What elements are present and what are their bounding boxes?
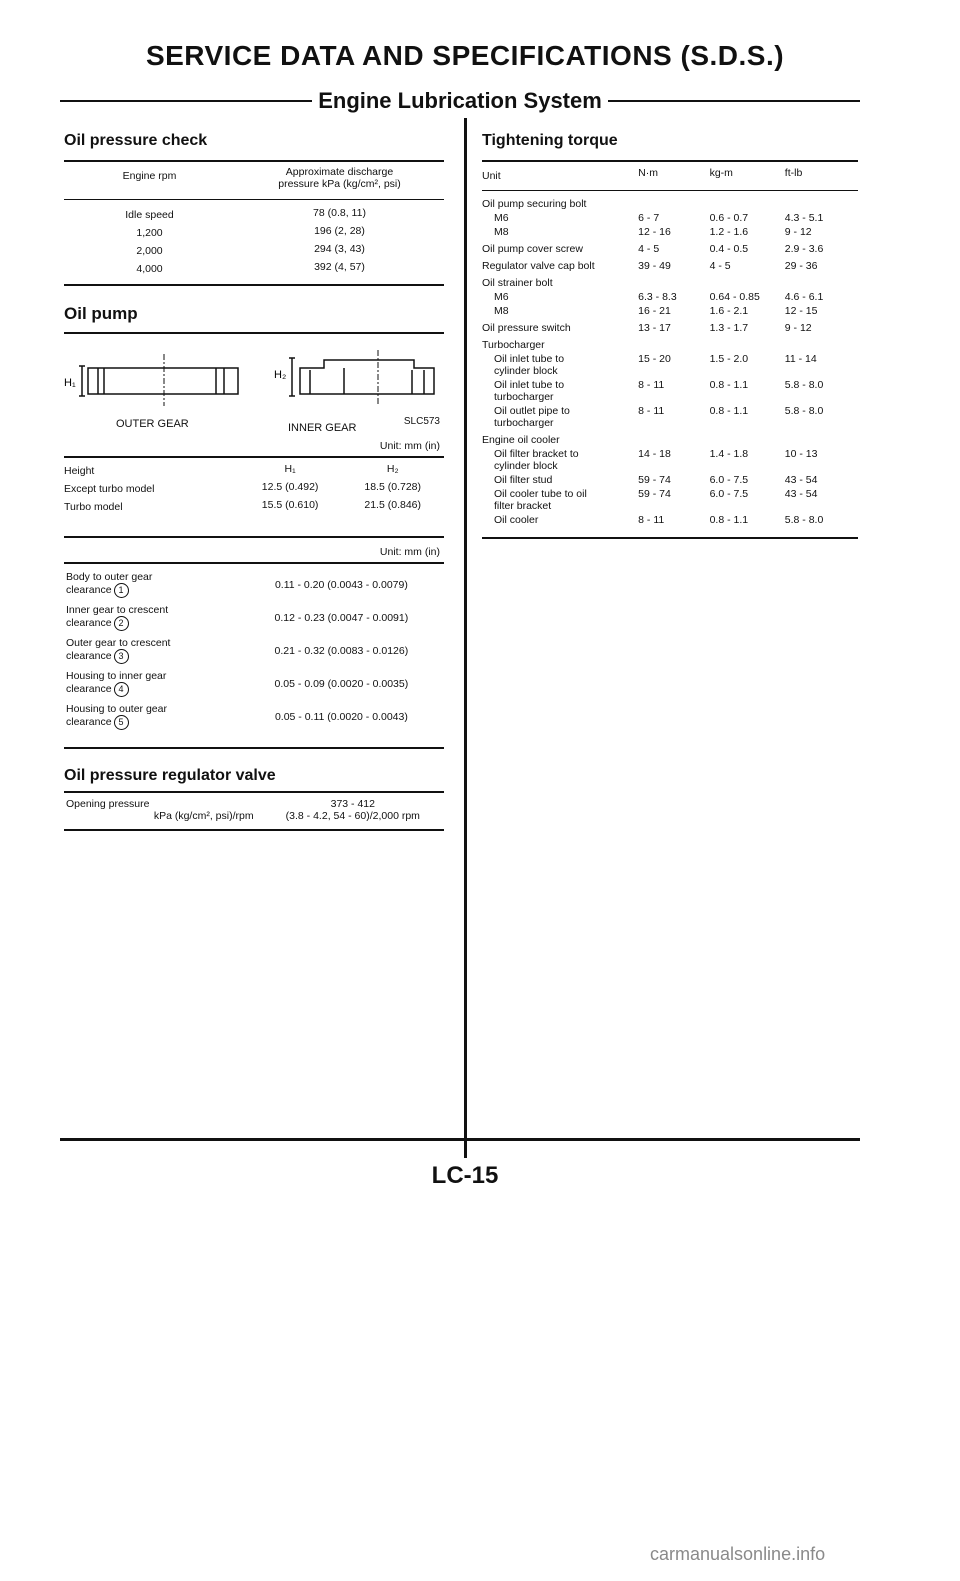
torque-ftlb-cell: 5.8 - 8.0 bbox=[784, 379, 824, 391]
clearance-label bbox=[64, 667, 239, 700]
torque-item-label bbox=[482, 473, 636, 487]
torque-table bbox=[482, 197, 858, 527]
torque-item-label bbox=[482, 352, 636, 378]
torque-kgm-cell: 0.8 - 1.1 bbox=[709, 379, 749, 391]
rule bbox=[64, 829, 444, 831]
rule bbox=[64, 284, 444, 286]
torque-item-label bbox=[482, 447, 636, 473]
torque-kgm-cell: 0.8 - 1.1 bbox=[709, 514, 749, 526]
torque-nm-cell bbox=[636, 273, 707, 290]
rule bbox=[64, 456, 444, 458]
torque-heading: Tightening torque bbox=[482, 132, 618, 149]
torque-kgm-cell: 0.4 - 0.5 bbox=[709, 243, 749, 255]
torque-kgm-cell: 6.0 - 7.5 bbox=[709, 474, 749, 486]
table-row bbox=[482, 447, 858, 473]
col-pressure-line1: Approximate discharge bbox=[285, 166, 394, 178]
torque-header bbox=[482, 166, 858, 190]
col-nm: N·m bbox=[638, 167, 658, 179]
oil-pressure-table bbox=[64, 162, 444, 191]
col-engine-rpm: Engine rpm bbox=[122, 170, 177, 182]
regulator-label bbox=[64, 797, 262, 823]
table-row bbox=[64, 634, 444, 667]
rule bbox=[482, 160, 858, 162]
torque-item-label bbox=[482, 378, 636, 404]
rpm-cell: 4,000 bbox=[136, 263, 163, 275]
torque-item-label-line1: Oil filter stud bbox=[494, 474, 553, 486]
table-row bbox=[482, 335, 858, 352]
torque-kgm-cell: 0.6 - 0.7 bbox=[709, 212, 749, 224]
clearance-label-line2: clearance bbox=[66, 716, 112, 728]
figure-code: SLC573 bbox=[403, 416, 440, 427]
table-row bbox=[482, 513, 858, 527]
figure-captions bbox=[64, 418, 444, 438]
torque-nm-cell: 12 - 16 bbox=[638, 226, 671, 238]
torque-nm-cell bbox=[636, 335, 707, 352]
rpm-cell: Idle speed bbox=[125, 209, 174, 221]
torque-ftlb-cell: 43 - 54 bbox=[784, 474, 818, 486]
torque-item-label-line1: M6 bbox=[494, 212, 509, 224]
col-ftlb: ft-lb bbox=[784, 167, 803, 179]
rpm-cell: 1,200 bbox=[136, 227, 163, 239]
banner-rule-right bbox=[608, 100, 860, 102]
h1-cell: 15.5 (0.610) bbox=[261, 499, 319, 511]
torque-item-label bbox=[482, 513, 636, 527]
circled-number: 5 bbox=[114, 715, 129, 730]
pressure-cell: 196 (2, 28) bbox=[314, 225, 365, 237]
torque-item-label-line1: M6 bbox=[494, 291, 509, 303]
torque-item-label bbox=[482, 211, 636, 225]
circled-number: 1 bbox=[114, 583, 129, 598]
torque-item-label bbox=[482, 256, 636, 273]
regulator-value-line2: (3.8 - 4.2, 54 - 60)/2,000 rpm bbox=[285, 810, 420, 822]
regulator-table bbox=[64, 797, 444, 823]
clearance-table bbox=[64, 568, 444, 733]
pressure-cell: 294 (3, 43) bbox=[314, 243, 365, 255]
torque-item-label-line1: Turbocharger bbox=[482, 339, 545, 351]
clearance-label-line2: clearance bbox=[66, 650, 112, 662]
table-row bbox=[64, 667, 444, 700]
torque-item-label-line1: M8 bbox=[494, 305, 509, 317]
clearance-label-line1: Body to outer gear bbox=[66, 571, 153, 583]
oil-pressure-check-heading: Oil pressure check bbox=[64, 132, 208, 149]
unit-label: Unit: mm (in) bbox=[379, 546, 440, 558]
table-row bbox=[482, 197, 858, 211]
rule bbox=[64, 791, 444, 793]
torque-ftlb-cell bbox=[783, 197, 858, 211]
page-title: SERVICE DATA AND SPECIFICATIONS (S.D.S.) bbox=[145, 40, 785, 71]
torque-kgm-cell bbox=[708, 430, 783, 447]
torque-kgm-cell bbox=[708, 197, 783, 211]
torque-item-label-line1: Oil cooler bbox=[494, 514, 539, 526]
torque-item-label bbox=[482, 273, 636, 290]
torque-kgm-cell: 6.0 - 7.5 bbox=[709, 488, 749, 500]
torque-item-label-line1: Oil strainer bolt bbox=[482, 277, 553, 289]
table-row bbox=[482, 256, 858, 273]
torque-ftlb-cell: 5.8 - 8.0 bbox=[784, 405, 824, 417]
torque-ftlb-cell: 11 - 14 bbox=[784, 353, 817, 365]
col-pressure-line2: pressure kPa (kg/cm², psi) bbox=[278, 178, 401, 190]
h2-cell: 18.5 (0.728) bbox=[364, 481, 421, 493]
torque-ftlb-cell: 9 - 12 bbox=[784, 226, 812, 238]
regulator-value bbox=[262, 797, 444, 823]
clearance-label bbox=[64, 634, 239, 667]
col-height: Height bbox=[64, 465, 95, 477]
regulator-label-line2: kPa (kg/cm², psi)/rpm bbox=[153, 810, 254, 822]
torque-item-label-line1: Oil inlet tube to bbox=[494, 379, 565, 391]
table-row bbox=[64, 224, 444, 242]
h1-cell: 12.5 (0.492) bbox=[261, 481, 319, 493]
clearance-value: 0.11 - 0.20 (0.0043 - 0.0079) bbox=[274, 578, 408, 591]
torque-nm-cell: 13 - 17 bbox=[638, 322, 671, 334]
table-row bbox=[64, 700, 444, 733]
torque-ftlb-cell: 43 - 54 bbox=[784, 488, 818, 500]
torque-nm-cell: 8 - 11 bbox=[638, 514, 665, 526]
table-row bbox=[482, 318, 858, 335]
torque-kgm-cell bbox=[708, 273, 783, 290]
left-column bbox=[64, 132, 444, 831]
torque-item-label-line1: Oil pressure switch bbox=[482, 322, 571, 334]
right-column bbox=[482, 132, 858, 539]
torque-item-label-line1: Oil pump cover screw bbox=[482, 243, 583, 255]
torque-item-label-line1: Oil outlet pipe to bbox=[494, 405, 570, 417]
section-banner bbox=[60, 84, 860, 118]
oil-pump-heading: Oil pump bbox=[64, 304, 138, 323]
rule bbox=[64, 332, 444, 334]
torque-ftlb-cell: 4.6 - 6.1 bbox=[784, 291, 824, 303]
clearance-value: 0.05 - 0.11 (0.0020 - 0.0043) bbox=[274, 710, 408, 723]
page-number: LC-15 bbox=[431, 1162, 499, 1189]
clearance-label-line1: Housing to inner gear bbox=[66, 670, 167, 682]
torque-item-label-line1: Regulator valve cap bolt bbox=[482, 260, 595, 272]
h1-label: H₁ bbox=[64, 377, 76, 389]
table-row bbox=[482, 378, 858, 404]
torque-ftlb-cell: 29 - 36 bbox=[784, 260, 818, 272]
gear-figure bbox=[64, 348, 444, 418]
col-unit: Unit bbox=[482, 170, 501, 182]
torque-nm-cell: 14 - 18 bbox=[638, 448, 671, 460]
regulator-heading: Oil pressure regulator valve bbox=[64, 767, 276, 784]
circled-number: 4 bbox=[114, 682, 129, 697]
torque-item-label-line1: M8 bbox=[494, 226, 509, 238]
table-row bbox=[64, 797, 444, 823]
torque-ftlb-cell: 2.9 - 3.6 bbox=[784, 243, 824, 255]
torque-ftlb-cell: 10 - 13 bbox=[784, 448, 818, 460]
torque-ftlb-cell: 9 - 12 bbox=[784, 322, 812, 334]
table-row bbox=[482, 290, 858, 304]
table-row bbox=[482, 487, 858, 513]
torque-nm-cell bbox=[636, 430, 707, 447]
table-header-row bbox=[64, 462, 444, 480]
torque-nm-cell: 4 - 5 bbox=[638, 243, 660, 255]
rule bbox=[64, 562, 444, 564]
torque-nm-cell bbox=[636, 197, 707, 211]
col-h1: H₁ bbox=[284, 463, 296, 475]
table-row bbox=[64, 601, 444, 634]
clearance-label-line2: clearance bbox=[66, 584, 112, 596]
torque-nm-cell: 16 - 21 bbox=[638, 305, 671, 317]
clearance-label bbox=[64, 700, 239, 733]
inner-gear-caption: INNER GEAR bbox=[288, 422, 357, 434]
torque-kgm-cell bbox=[708, 335, 783, 352]
table-header-row bbox=[482, 166, 858, 190]
torque-item-label bbox=[482, 225, 636, 239]
table-row bbox=[64, 498, 444, 516]
clearance-label bbox=[64, 601, 239, 634]
torque-ftlb-cell bbox=[783, 335, 858, 352]
torque-ftlb-cell bbox=[783, 430, 858, 447]
torque-kgm-cell: 0.64 - 0.85 bbox=[709, 291, 760, 303]
torque-item-label-line1: Oil cooler tube to oil bbox=[494, 488, 587, 500]
table-row bbox=[64, 206, 444, 224]
torque-kgm-cell: 1.3 - 1.7 bbox=[709, 322, 749, 334]
table-row bbox=[482, 211, 858, 225]
table-row bbox=[482, 304, 858, 318]
torque-ftlb-cell: 5.8 - 8.0 bbox=[784, 514, 824, 526]
clearance-value: 0.21 - 0.32 (0.0083 - 0.0126) bbox=[274, 644, 409, 657]
torque-item-label bbox=[482, 335, 636, 352]
torque-nm-cell: 6.3 - 8.3 bbox=[638, 291, 677, 303]
col-h2: H₂ bbox=[386, 463, 399, 475]
inner-gear-diagram bbox=[274, 348, 444, 408]
table-header-row bbox=[64, 162, 444, 191]
banner-rule-left bbox=[60, 100, 312, 102]
table-row bbox=[64, 568, 444, 601]
regulator-label-line1: Opening pressure bbox=[66, 798, 150, 810]
torque-item-label-line2: turbocharger bbox=[494, 391, 554, 403]
torque-item-label bbox=[482, 487, 636, 513]
column-divider bbox=[464, 118, 467, 1158]
torque-ftlb-cell: 12 - 15 bbox=[784, 305, 818, 317]
rpm-cell: 2,000 bbox=[136, 245, 163, 257]
torque-item-label-line1: Oil pump securing bolt bbox=[482, 198, 587, 210]
oil-pressure-rows bbox=[64, 206, 444, 278]
rule bbox=[482, 537, 858, 539]
torque-kgm-cell: 1.5 - 2.0 bbox=[709, 353, 749, 365]
torque-nm-cell: 8 - 11 bbox=[638, 405, 665, 417]
pressure-cell: 78 (0.8, 11) bbox=[313, 207, 366, 219]
torque-item-label-line2: cylinder block bbox=[494, 365, 558, 377]
torque-kgm-cell: 1.2 - 1.6 bbox=[709, 226, 749, 238]
torque-item-label-line2: turbocharger bbox=[494, 417, 554, 429]
torque-item-label-line2: filter bracket bbox=[494, 500, 552, 512]
torque-item-label-line2: cylinder block bbox=[494, 460, 558, 472]
torque-nm-cell: 6 - 7 bbox=[638, 212, 660, 224]
clearance-label-line1: Inner gear to crescent bbox=[66, 604, 169, 616]
torque-item-label bbox=[482, 404, 636, 430]
torque-item-label-line1: Oil filter bracket to bbox=[494, 448, 579, 460]
table-row bbox=[482, 239, 858, 256]
gear-height-table bbox=[64, 462, 444, 516]
torque-nm-cell: 59 - 74 bbox=[638, 474, 671, 486]
rule bbox=[64, 747, 444, 749]
table-row bbox=[482, 430, 858, 447]
row-label: Turbo model bbox=[64, 501, 123, 513]
torque-kgm-cell: 1.4 - 1.8 bbox=[709, 448, 749, 460]
table-row bbox=[482, 404, 858, 430]
circled-number: 3 bbox=[114, 649, 129, 664]
regulator-value-line1: 373 - 412 bbox=[330, 798, 375, 810]
outer-gear-diagram bbox=[64, 348, 244, 408]
table-row bbox=[482, 273, 858, 290]
clearance-value: 0.05 - 0.09 (0.0020 - 0.0035) bbox=[274, 677, 409, 690]
col-kgm: kg-m bbox=[709, 167, 733, 179]
torque-item-label-line1: Engine oil cooler bbox=[482, 434, 560, 446]
clearance-label-line2: clearance bbox=[66, 617, 112, 629]
table-row bbox=[482, 352, 858, 378]
torque-ftlb-cell: 4.3 - 5.1 bbox=[784, 212, 824, 224]
torque-kgm-cell: 1.6 - 2.1 bbox=[709, 305, 749, 317]
torque-nm-cell: 59 - 74 bbox=[638, 488, 671, 500]
torque-item-label bbox=[482, 197, 636, 211]
clearance-value: 0.12 - 0.23 (0.0047 - 0.0091) bbox=[274, 611, 409, 624]
table-row bbox=[64, 260, 444, 278]
torque-nm-cell: 15 - 20 bbox=[638, 353, 671, 365]
row-label: Except turbo model bbox=[64, 483, 155, 495]
torque-item-label bbox=[482, 318, 636, 335]
table-row bbox=[482, 473, 858, 487]
torque-item-label bbox=[482, 239, 636, 256]
pressure-cell: 392 (4, 57) bbox=[314, 261, 365, 273]
table-row bbox=[64, 480, 444, 498]
table-row bbox=[482, 225, 858, 239]
h2-cell: 21.5 (0.846) bbox=[364, 499, 421, 511]
torque-item-label-line1: Oil inlet tube to bbox=[494, 353, 565, 365]
torque-kgm-cell: 4 - 5 bbox=[709, 260, 731, 272]
torque-item-label bbox=[482, 430, 636, 447]
clearance-label-line1: Housing to outer gear bbox=[66, 703, 167, 715]
section-subtitle: Engine Lubrication System bbox=[318, 88, 602, 113]
watermark: carmanualsonline.info bbox=[650, 1544, 826, 1564]
torque-item-label bbox=[482, 304, 636, 318]
torque-ftlb-cell bbox=[783, 273, 858, 290]
rule bbox=[64, 199, 444, 200]
bottom-rule bbox=[60, 1138, 860, 1141]
torque-kgm-cell: 0.8 - 1.1 bbox=[709, 405, 749, 417]
clearance-label bbox=[64, 568, 239, 601]
unit-label: Unit: mm (in) bbox=[379, 440, 440, 452]
torque-nm-cell: 39 - 49 bbox=[638, 260, 671, 272]
table-row bbox=[64, 242, 444, 260]
torque-nm-cell: 8 - 11 bbox=[638, 379, 665, 391]
outer-gear-caption: OUTER GEAR bbox=[116, 418, 189, 430]
clearance-label-line2: clearance bbox=[66, 683, 112, 695]
h2-label: H₂ bbox=[274, 369, 287, 381]
rule bbox=[482, 190, 858, 191]
col-discharge-pressure bbox=[235, 162, 444, 191]
circled-number: 2 bbox=[114, 616, 129, 631]
clearance-label-line1: Outer gear to crescent bbox=[66, 637, 171, 649]
torque-item-label bbox=[482, 290, 636, 304]
